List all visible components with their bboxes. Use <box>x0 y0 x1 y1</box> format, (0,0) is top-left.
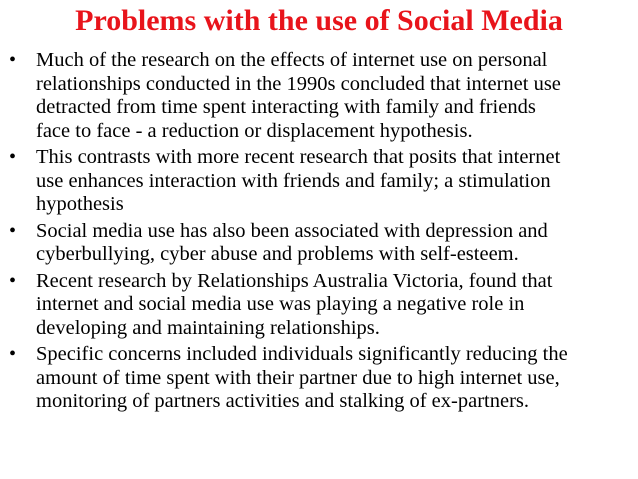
bullet-text-line: Social media use has also been associated with depression and <box>36 219 548 242</box>
bullet-dot-icon: • <box>9 49 17 71</box>
bullet-text-line: relationships conducted in the 1990s concluded that internet use <box>36 72 561 95</box>
slide-title: Problems with the use of Social Media <box>75 4 563 37</box>
bullet-text-line: internet and social media use was playing a negative role in <box>36 293 525 315</box>
bullet-text-line: This contrasts with more recent research that posits that internet <box>36 146 561 168</box>
bullet-text-line: hypothesis <box>36 193 124 215</box>
bullet-dot-icon: • <box>9 219 17 242</box>
bullet-dot-icon: • <box>9 146 17 168</box>
bullet-text-line: Recent research by Relationships Australia Victoria, found that <box>36 269 553 292</box>
bullet-item-3 <box>8 220 634 267</box>
bullet-text-line: Specific concerns included individuals significantly reducing the <box>36 343 568 365</box>
bullet-item-4 <box>8 270 634 341</box>
bullet-text-line: Much of the research on the effects of internet use on personal <box>36 49 548 71</box>
bullet-text-line: amount of time spent with their partner due to high internet use, <box>36 366 560 389</box>
bullet-text-line: cyberbullying, cyber abuse and problems with self-esteem. <box>36 243 519 265</box>
bullet-text-line: detracted from time spent interacting with family and friends <box>36 96 536 118</box>
bullet-item-2 <box>8 146 634 217</box>
bullet-text-line: developing and maintaining relationships. <box>36 316 380 339</box>
bullet-item-1 <box>8 49 634 143</box>
bullet-item-5 <box>8 343 634 414</box>
bullet-dot-icon: • <box>9 269 17 292</box>
bullet-text-line: use enhances interaction with friends and family; a stimulation <box>36 169 551 192</box>
bullet-list <box>8 49 634 417</box>
bullet-text-line: monitoring of partners activities and stalking of ex-partners. <box>36 390 530 412</box>
bullet-text-line: face to face - a reduction or displacement hypothesis. <box>36 119 473 142</box>
bullet-dot-icon: • <box>9 343 17 365</box>
